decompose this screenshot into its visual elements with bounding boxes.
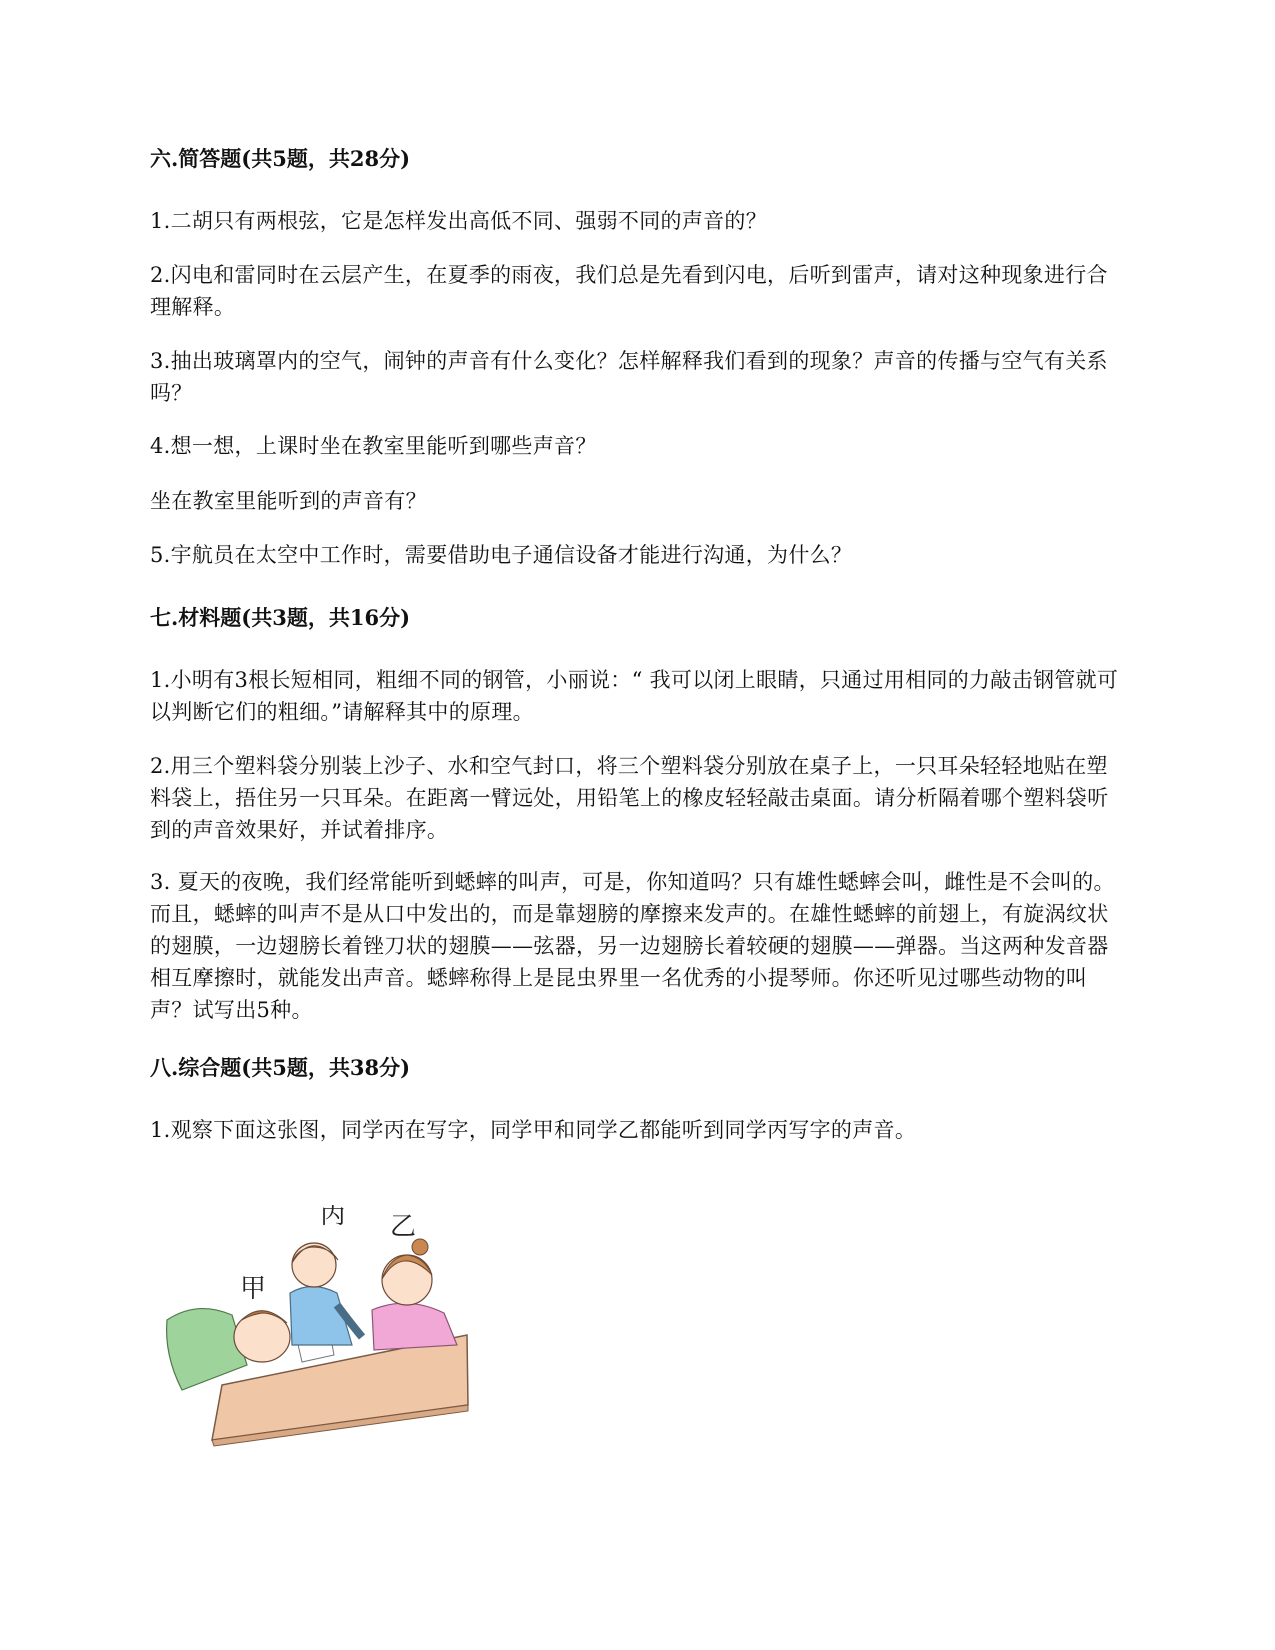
section-heading-material: 七.材料题(共3题，共16分) <box>150 605 411 630</box>
question-6-4-followup: 坐在教室里能听到的声音有？ <box>150 489 427 513</box>
figure-label-bing: 丙 <box>320 1205 347 1230</box>
section-heading-short-answer: 六.简答题(共5题，共28分) <box>150 146 411 171</box>
question-6-2: 2.闪电和雷同时在云层产生，在夏季的雨夜，我们总是先看到闪电，后听到雷声，请对这种现象进行合理解释。 <box>150 263 1108 319</box>
figure-label-jia: 甲 <box>240 1274 267 1304</box>
question-7-3: 3. 夏天的夜晚，我们经常能听到蟋蟀的叫声，可是，你知道吗？只有雄性蟋蟀会叫，雌性是不会叫的。而且，蟋蟀的叫声不是从口中发出的，而是靠翅膀的摩擦来发声的。在雄性蟋蟀的前翅上，有旋涡纹状的翅膜，一边翅膀长着锉刀状的翅膜——弦器，另一边翅膀长着较硬的翅膜——弹器。当这两种发音器相互摩擦时，就能发出声音。蟋蟀称得上是昆虫界里一名优秀的小提琴师。你还听见过哪些动物的叫声？试写出5种。 <box>150 870 1115 1022</box>
section-heading-comprehensive: 八.综合题(共5题，共38分) <box>150 1055 411 1080</box>
classroom-illustration <box>162 1205 472 1455</box>
question-8-1: 1.观察下面这张图，同学丙在写字，同学甲和同学乙都能听到同学丙写字的声音。 <box>150 1118 917 1142</box>
question-6-3: 3.抽出玻璃罩内的空气，闹钟的声音有什么变化？怎样解释我们看到的现象？声音的传播与空气有关系吗？ <box>150 349 1108 405</box>
question-6-4: 4.想一想，上课时坐在教室里能听到哪些声音？ <box>150 434 597 458</box>
question-6-5: 5.宇航员在太空中工作时，需要借助电子通信设备才能进行沟通，为什么？ <box>150 543 853 567</box>
question-6-1: 1.二胡只有两根弦，它是怎样发出高低不同、强弱不同的声音的？ <box>150 209 768 233</box>
question-7-2: 2.用三个塑料袋分别装上沙子、水和空气封口，将三个塑料袋分别放在桌子上，一只耳朵轻轻地贴在塑料袋上，捂住另一只耳朵。在距离一臂远处，用铅笔上的橡皮轻轻敲击桌面。请分析隔着哪个塑料袋听到的声音效果好，并试着排序。 <box>150 754 1109 842</box>
question-7-1: 1.小明有3根长短相同，粗细不同的钢管，小丽说：“ 我可以闭上眼睛，只通过用相同的力敲击钢管就可以判断它们的粗细。”请解释其中的原理。 <box>150 668 1119 724</box>
figure-label-yi: 乙 <box>390 1212 417 1242</box>
